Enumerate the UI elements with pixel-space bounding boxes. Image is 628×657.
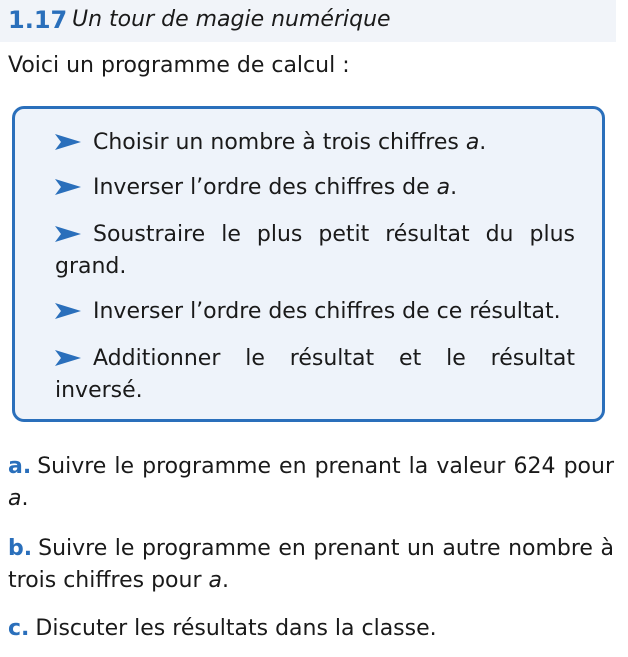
- question-c: [8, 613, 614, 645]
- question-a: [8, 451, 614, 515]
- exercise-title: Un tour de magie numérique: [72, 7, 391, 32]
- step-text: Inverser l’ordre des chiffres de ce résultat.: [93, 299, 561, 324]
- arrowhead-icon: [55, 134, 81, 150]
- program-step: [55, 296, 575, 328]
- program-box: [12, 106, 605, 422]
- program-step: [55, 172, 575, 204]
- question-label: c.: [8, 616, 30, 641]
- arrowhead-icon: [55, 303, 81, 319]
- question-text: Discuter les résultats dans la classe.: [35, 616, 437, 641]
- question-label: b.: [8, 536, 33, 561]
- question-b: [8, 533, 614, 597]
- intro-text: Voici un programme de calcul :: [8, 53, 350, 78]
- program-step: [55, 343, 575, 407]
- question-tail: .: [21, 486, 29, 511]
- question-label: a.: [8, 454, 32, 479]
- step-tail: .: [450, 175, 458, 200]
- question-text: Suivre le programme en prenant la valeur 624 pour: [37, 454, 614, 479]
- arrowhead-icon: [55, 350, 81, 366]
- question-variable: a: [8, 486, 22, 511]
- step-text: Choisir un nombre à trois chiffres: [93, 130, 466, 155]
- arrowhead-icon: [55, 226, 81, 242]
- program-step: [55, 219, 575, 283]
- question-text: Suivre le programme en prenant un autre nombre à trois chiffres pour: [8, 536, 614, 593]
- step-variable: a: [465, 130, 480, 155]
- exercise-number: 1.17: [8, 6, 68, 34]
- exercise-header: [0, 0, 616, 42]
- step-text: Soustraire le plus petit résultat du plus grand.: [55, 222, 575, 279]
- question-tail: .: [221, 568, 229, 593]
- question-variable: a: [208, 568, 222, 593]
- step-tail: .: [479, 130, 487, 155]
- program-step: [55, 127, 575, 159]
- step-text: Inverser l’ordre des chiffres de: [93, 175, 437, 200]
- step-text: Additionner le résultat et le résultat inversé.: [55, 346, 575, 403]
- step-variable: a: [436, 175, 451, 200]
- arrowhead-icon: [55, 179, 81, 195]
